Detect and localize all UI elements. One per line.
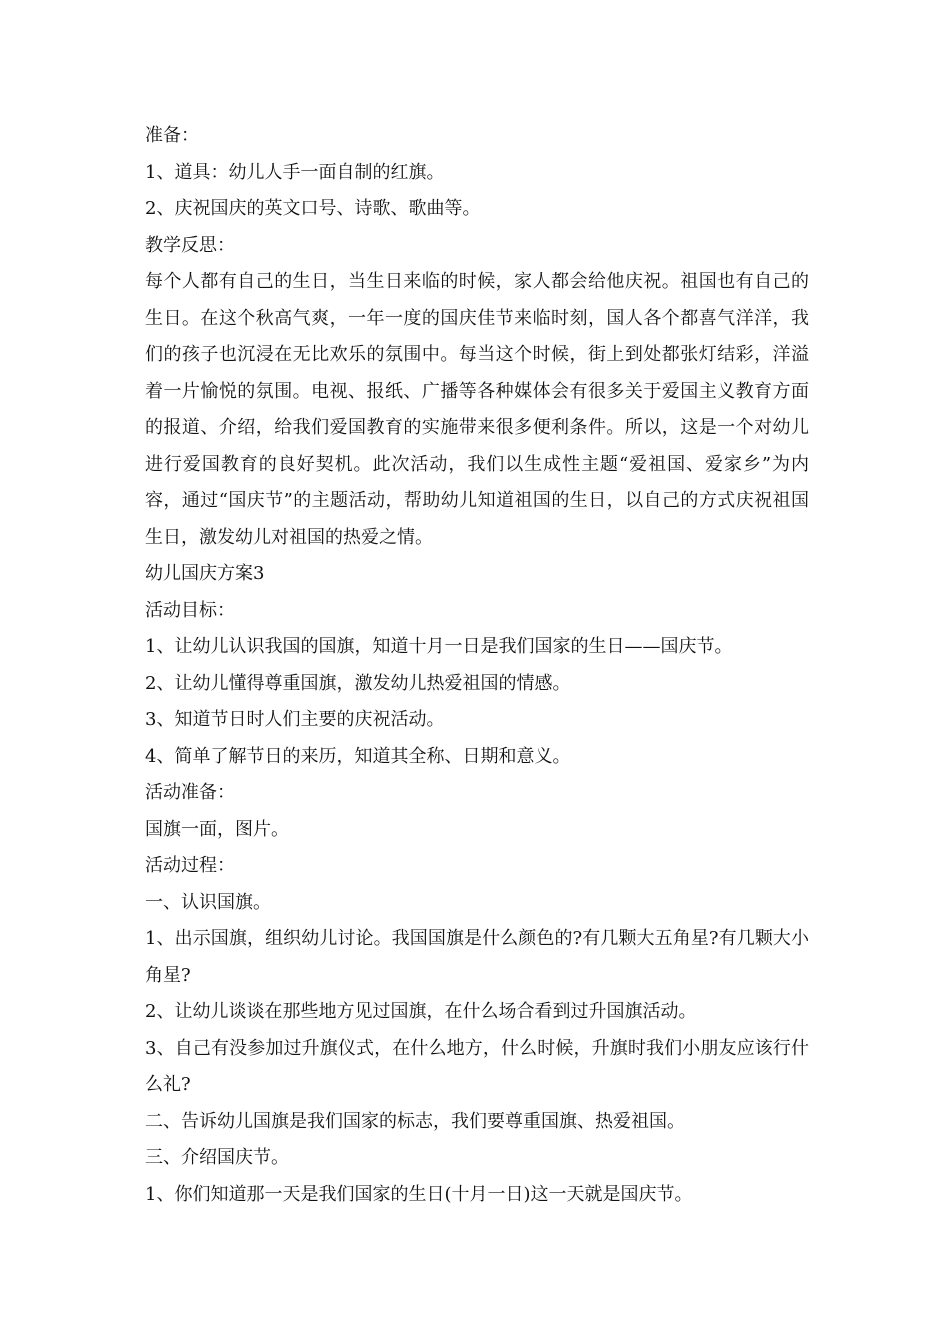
- reflection-paragraph: 每个人都有自己的生日，当生日来临的时候，家人都会给他庆祝。祖国也有自己的生日。在这个秋高气爽，一年一度的国庆佳节来临时刻，国人各个都喜气洋洋，我们的孩子也沉浸在无比欢乐的氛围中。每当这个时候，街上到处都张灯结彩，洋溢着一片愉悦的氛围。电视、报纸、广播等各种媒体会有很多关于爱国主义教育方面的报道、介绍，给我们爱国教育的实施带来很多便利条件。所以，这是一个对幼儿进行爱国教育的良好契机。此次活动，我们以生成性主题“爱祖国、爱家乡”为内容，通过“国庆节”的主题活动，帮助幼儿知道祖国的生日，以自己的方式庆祝祖国生日，激发幼儿对祖国的热爱之情。: [145, 271, 809, 548]
- list-item: 3、知道节日时人们主要的庆祝活动。: [145, 709, 445, 730]
- list-item: 1、出示国旗，组织幼儿讨论。我国国旗是什么颜色的?有几颗大五角星?有几颗大小角星?: [145, 928, 809, 986]
- list-item: 2、让幼儿懂得尊重国旗，激发幼儿热爱祖国的情感。: [145, 672, 571, 694]
- heading-goals: 活动目标：: [145, 599, 235, 621]
- step-heading: 三、介绍国庆节。: [145, 1147, 289, 1168]
- list-item: 2、庆祝国庆的英文口号、诗歌、歌曲等。: [145, 198, 481, 219]
- list-item: 3、自己有没参加过升旗仪式，在什么地方，什么时候，升旗时我们小朋友应该行什么礼?: [145, 1037, 809, 1095]
- section-title: 幼儿国庆方案3: [145, 563, 265, 584]
- heading-materials: 活动准备：: [145, 782, 235, 803]
- heading-reflection: 教学反思：: [145, 234, 235, 256]
- list-item: 2、让幼儿谈谈在那些地方见过国旗，在什么场合看到过升国旗活动。: [145, 1001, 697, 1022]
- step-heading: 一、认识国旗。: [145, 891, 271, 913]
- list-item: 1、你们知道那一天是我们国家的生日(十月一日)这一天就是国庆节。: [145, 1183, 693, 1205]
- list-item: 1、让幼儿认识我国的国旗，知道十月一日是我们国家的生日——国庆节。: [145, 636, 733, 657]
- list-item: 4、简单了解节日的来历，知道其全称、日期和意义。: [145, 745, 571, 767]
- heading-process: 活动过程：: [145, 855, 235, 876]
- materials-text: 国旗一面，图片。: [145, 818, 289, 840]
- document-body: [145, 118, 809, 1213]
- list-item: 1、道具：幼儿人手一面自制的红旗。: [145, 161, 445, 183]
- heading-preparation: 准备：: [145, 125, 199, 146]
- step-heading: 二、告诉幼儿国旗是我们国家的标志，我们要尊重国旗、热爱祖国。: [145, 1110, 685, 1132]
